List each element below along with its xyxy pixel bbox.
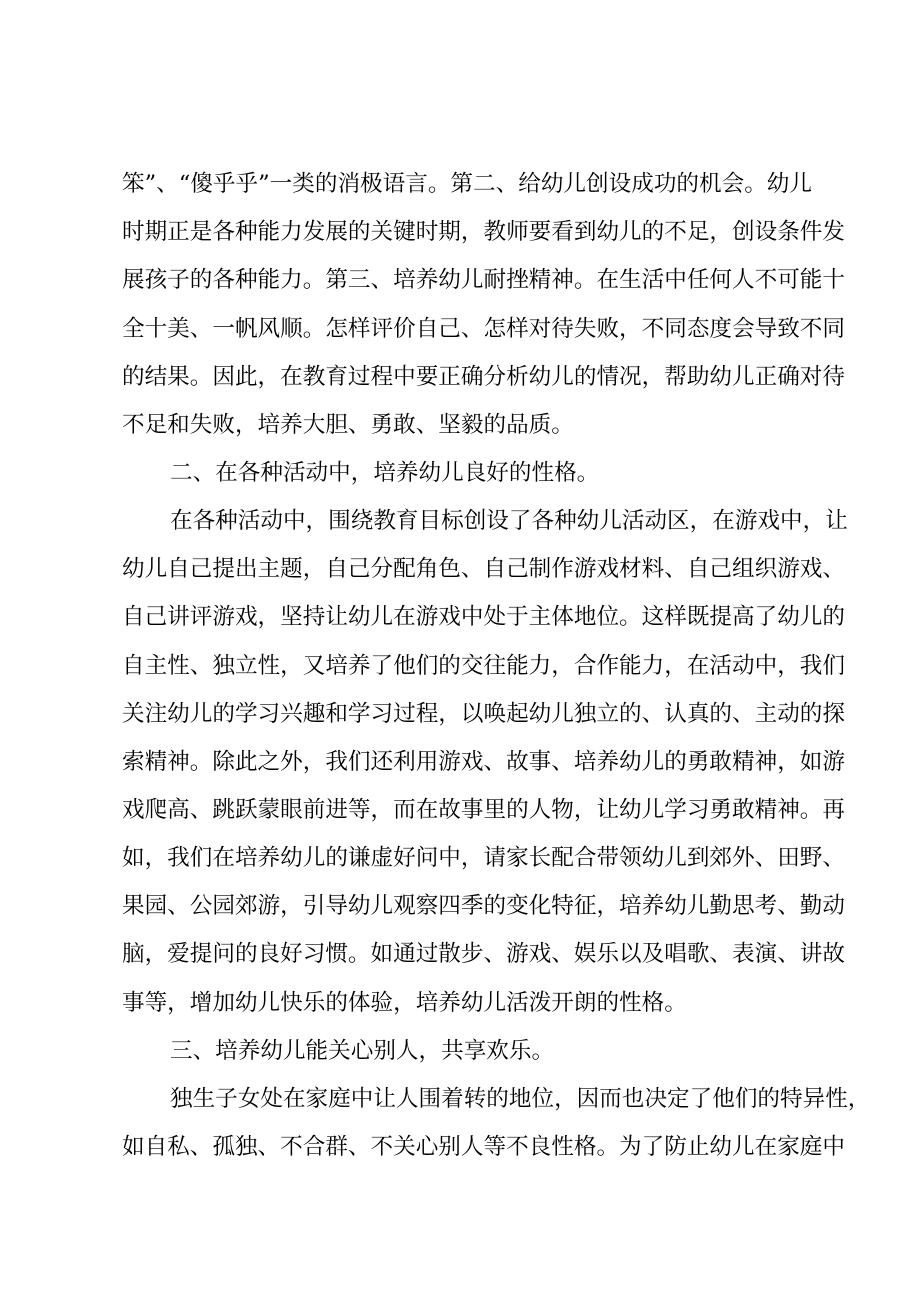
paragraph-line: 事等，增加幼儿快乐的体验，培养幼儿活泼开朗的性格。 <box>122 990 687 1016</box>
paragraph-line: 如自私、孤独、不合群、不关心别人等不良性格。为了防止幼儿在家庭中 <box>122 1134 845 1160</box>
paragraph-line: 自己讲评游戏，坚持让幼儿在游戏中处于主体地位。这样既提高了幼儿的 <box>122 604 845 630</box>
paragraph-line: 的结果。因此，在教育过程中要正确分析幼儿的情况，帮助幼儿正确对待 <box>122 364 845 390</box>
paragraph-line: 如，我们在培养幼儿的谦虚好问中，请家长配合带领幼儿到郊外、田野、 <box>122 845 845 871</box>
paragraph-line: 索精神。除此之外，我们还利用游戏、故事、培养幼儿的勇敢精神，如游 <box>122 749 845 775</box>
section-heading: 二、在各种活动中，培养幼儿良好的性格。 <box>170 460 600 486</box>
paragraph-line: 全十美、一帆风顺。怎样评价自己、怎样对待失败，不同态度会导致不同 <box>122 316 845 342</box>
paragraph-line: 戏爬高、跳跃蒙眼前进等，而在故事里的人物，让幼儿学习勇敢精神。再 <box>122 797 845 823</box>
paragraph-line: 笨”、“傻乎乎”一类的消极语言。第二、给幼儿创设成功的机会。幼儿 <box>122 171 812 197</box>
paragraph-line: 脑，爱提问的良好习惯。如通过散步、游戏、娱乐以及唱歌、表演、讲故 <box>122 941 845 967</box>
paragraph-line: 幼儿自己提出主题，自己分配角色、自己制作游戏材料、自己组织游戏、 <box>122 556 845 582</box>
paragraph-line: 关注幼儿的学习兴趣和学习过程，以唤起幼儿独立的、认真的、主动的探 <box>122 701 845 727</box>
paragraph-line: 在各种活动中，围绕教育目标创设了各种幼儿活动区，在游戏中，让 <box>170 508 848 534</box>
paragraph-line: 自主性、独立性，又培养了他们的交往能力，合作能力，在活动中，我们 <box>122 653 845 679</box>
paragraph-line: 果园、公园郊游，引导幼儿观察四季的变化特征，培养幼儿勤思考、勤动 <box>122 893 845 919</box>
paragraph-line: 不足和失败，培养大胆、勇敢、坚毅的品质。 <box>122 412 574 438</box>
paragraph-line: 独生子女处在家庭中让人围着转的地位，因而也决定了他们的特异性， <box>170 1086 871 1112</box>
paragraph-line: 展孩子的各种能力。第三、培养幼儿耐挫精神。在生活中任何人不可能十 <box>122 267 845 293</box>
section-heading: 三、培养幼儿能关心别人，共享欢乐。 <box>170 1038 555 1064</box>
paragraph-line: 时期正是各种能力发展的关键时期，教师要看到幼儿的不足，创设条件发 <box>122 219 845 245</box>
